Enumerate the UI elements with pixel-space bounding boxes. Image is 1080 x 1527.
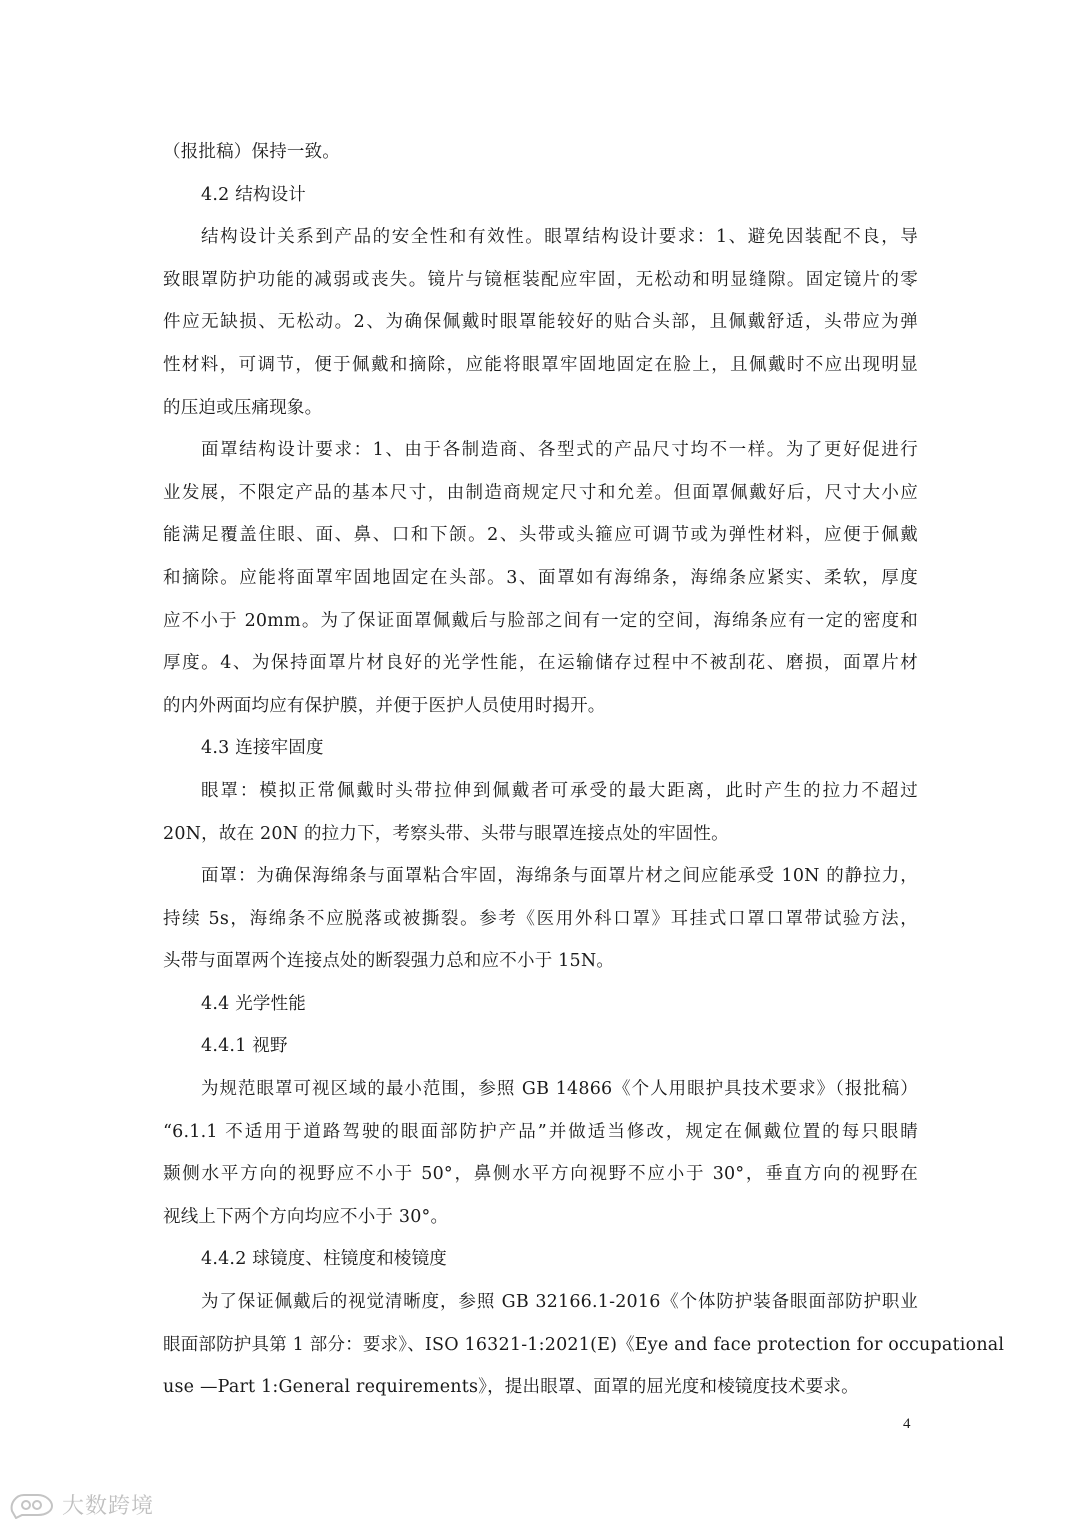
paragraph-line: 头带与面罩两个连接点处的断裂强力总和应不小于 15N。 — [163, 951, 615, 972]
paragraph-line: 持续 5s，海绵条不应脱落或被撕裂。参考《医用外科口罩》耳挂式口罩口罩带试验方法， — [163, 908, 918, 929]
paragraph-line: 面罩：为确保海绵条与面罩粘合牢固，海绵条与面罩片材之间应能承受 10N 的静拉力， — [201, 866, 918, 887]
paragraph-line: 厚度。4、为保持面罩片材良好的光学性能，在运输储存过程中不被刮花、磨损，面罩片材 — [163, 653, 918, 674]
paragraph-line: 致眼罩防护功能的减弱或丧失。镜片与镜框装配应牢固，无松动和明显缝隙。固定镜片的零 — [163, 269, 918, 290]
paragraph-line: 为了保证佩戴后的视觉清晰度，参照 GB 32166.1-2016《个体防护装备眼面部防护职业 — [201, 1292, 918, 1313]
paragraph-line: 的内外两面均应有保护膜，并便于医护人员使用时揭开。 — [163, 695, 606, 716]
paragraph-line: （报批稿）保持一致。 — [163, 142, 340, 162]
watermark — [8, 1484, 154, 1524]
section-heading-4-2: 4.2 结构设计 — [201, 184, 306, 205]
section-heading-4-4: 4.4 光学性能 — [201, 993, 306, 1014]
paragraph-line: 结构设计关系到产品的安全性和有效性。眼罩结构设计要求：1、避免因装配不良，导 — [201, 227, 918, 248]
speech-bubble-logo-icon — [8, 1489, 56, 1519]
paragraph-line: 性材料，可调节，便于佩戴和摘除，应能将眼罩牢固地固定在脸上，且佩戴时不应出现明显 — [163, 354, 918, 375]
paragraph-line: 件应无缺损、无松动。2、为确保佩戴时眼罩能较好的贴合头部，且佩戴舒适，头带应为弹 — [163, 312, 918, 333]
paragraph-line: 颞侧水平方向的视野应不小于 50°，鼻侧水平方向视野不应小于 30°，垂直方向的视野在 — [163, 1164, 918, 1185]
paragraph-line: 应不小于 20mm。为了保证面罩佩戴后与脸部之间有一定的空间，海绵条应有一定的密度和 — [163, 610, 918, 631]
paragraph-line: 眼罩：模拟正常佩戴时头带拉伸到佩戴者可承受的最大距离，此时产生的拉力不超过 — [201, 780, 918, 801]
paragraph-line: 和摘除。应能将面罩牢固地固定在头部。3、面罩如有海绵条，海绵条应紧实、柔软，厚度 — [163, 567, 918, 588]
paragraph-line: use —Part 1:General requirements》，提出眼罩、面罩的屈光度和棱镜度技术要求。 — [163, 1377, 859, 1398]
page-body — [163, 131, 1005, 1409]
section-heading-4-4-2: 4.4.2 球镜度、柱镜度和棱镜度 — [201, 1249, 447, 1270]
section-heading-4-4-1: 4.4.1 视野 — [201, 1036, 288, 1057]
paragraph-line: 为规范眼罩可视区域的最小范围，参照 GB 14866《个人用眼护具技术要求》（报批稿） — [201, 1079, 918, 1100]
paragraph-line: 眼面部防护具第 1 部分：要求》、ISO 16321-1:2021(E)《Eye and face protection for occupational — [163, 1334, 1005, 1355]
paragraph-line: “6.1.1 不适用于道路驾驶的眼面部防护产品”并做适当修改，规定在佩戴位置的每只眼睛 — [163, 1121, 918, 1142]
paragraph-line: 20N，故在 20N 的拉力下，考察头带、头带与眼罩连接点处的牢固性。 — [163, 823, 729, 844]
paragraph-line: 能满足覆盖住眼、面、鼻、口和下颌。2、头带或头箍应可调节或为弹性材料，应便于佩戴 — [163, 525, 918, 546]
paragraph-line: 面罩结构设计要求：1、由于各制造商、各型式的产品尺寸均不一样。为了更好促进行 — [201, 440, 918, 461]
paragraph-line: 视线上下两个方向均应不小于 30°。 — [163, 1206, 449, 1227]
paragraph-line: 业发展，不限定产品的基本尺寸，由制造商规定尺寸和允差。但面罩佩戴好后，尺寸大小应 — [163, 482, 918, 503]
section-heading-4-3: 4.3 连接牢固度 — [201, 738, 324, 759]
paragraph-line: 的压迫或压痛现象。 — [163, 397, 323, 418]
page-number: 4 — [903, 1416, 911, 1432]
watermark-text: 大数跨境 — [62, 1493, 155, 1519]
